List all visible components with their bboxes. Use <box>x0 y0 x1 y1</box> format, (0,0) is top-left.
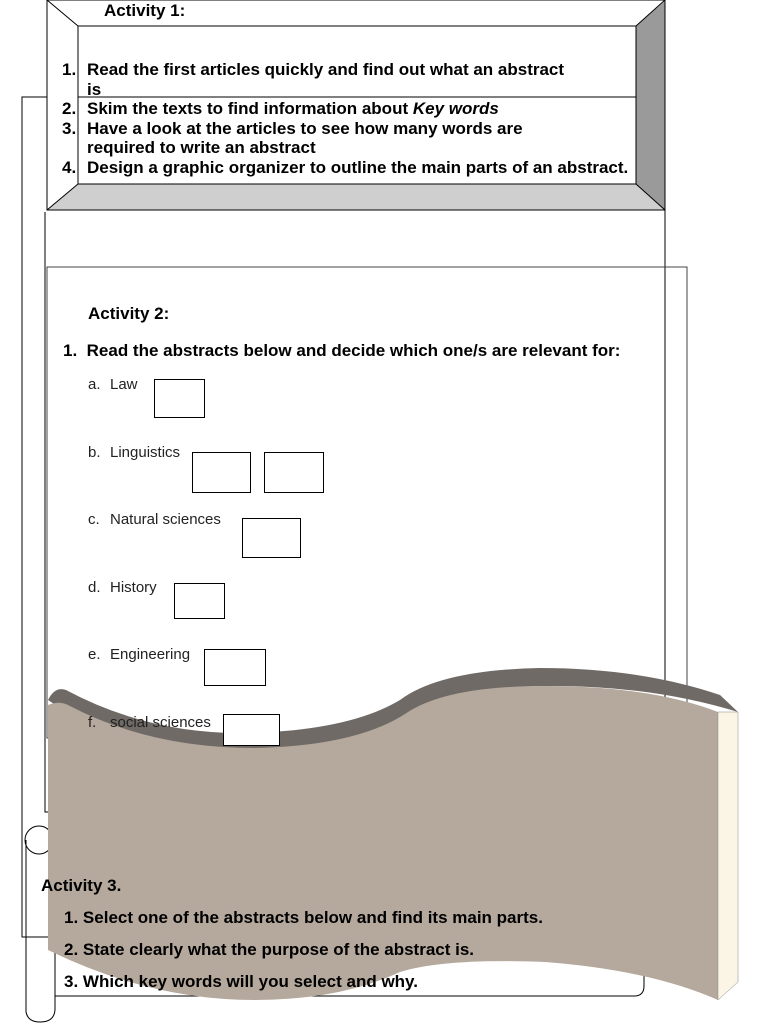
list-item <box>62 99 682 119</box>
item-number: 4. <box>62 157 77 177</box>
item-text: Select one of the abstracts below and find its main parts. <box>82 908 543 927</box>
category-linguistics <box>88 444 180 461</box>
item-text: Design a graphic organizer to outline the main parts of an abstract. <box>87 157 629 177</box>
category-label: social sciences <box>110 714 211 731</box>
answer-box-social-sciences[interactable] <box>223 714 280 746</box>
item-number: 2. <box>64 940 79 959</box>
answer-box-history[interactable] <box>174 583 225 619</box>
item-number: 3. <box>64 972 79 991</box>
category-letter: e. <box>88 646 101 663</box>
category-letter: c. <box>88 511 100 528</box>
answer-box-linguistics-1[interactable] <box>192 452 251 493</box>
activity3-title: Activity 3. <box>41 876 122 895</box>
category-label: Law <box>110 376 138 393</box>
item-number: 2. <box>62 99 77 118</box>
category-natural-sciences <box>88 511 221 528</box>
item-text: required to write an abstract <box>87 138 316 157</box>
activity2-question <box>63 341 620 361</box>
activity2-frame <box>47 267 687 738</box>
category-label: Linguistics <box>110 444 181 461</box>
category-label: Engineering <box>110 646 191 663</box>
category-label: Natural sciences <box>110 511 221 528</box>
item-text: Read the first articles quickly and find out what an abstract <box>87 60 565 79</box>
activity2-title: Activity 2: <box>88 304 170 323</box>
activity3-item <box>64 940 474 960</box>
list-item <box>62 119 682 158</box>
item-number: 1. <box>62 60 77 79</box>
item-text: Which key words will you select and why. <box>82 972 418 991</box>
banner-side <box>718 712 738 1000</box>
item-number: 1. <box>64 908 79 927</box>
item-text: Skim the texts to find information about <box>87 99 413 118</box>
category-letter: f. <box>88 714 97 731</box>
item-text: Have a look at the articles to see how many words are <box>87 118 523 138</box>
category-label: History <box>110 579 157 596</box>
list-item <box>62 158 682 178</box>
answer-box-law[interactable] <box>154 379 205 418</box>
answer-box-linguistics-2[interactable] <box>264 452 324 493</box>
category-letter: a. <box>88 376 101 393</box>
item-text: State clearly what the purpose of the abstract is. <box>82 940 475 959</box>
item-number: 3. <box>62 118 77 138</box>
category-engineering <box>88 646 190 663</box>
category-letter: b. <box>88 444 101 461</box>
answer-box-natural-sciences[interactable] <box>242 518 301 558</box>
list-item <box>62 60 682 99</box>
activity3-item <box>64 972 418 992</box>
question-text: Read the abstracts below and decide which one/s are relevant for: <box>86 341 621 360</box>
answer-box-engineering[interactable] <box>204 649 266 686</box>
category-law <box>88 376 138 393</box>
activity3-item <box>64 908 543 928</box>
category-social-sciences <box>88 714 211 731</box>
activity1-title: Activity 1: <box>104 1 186 20</box>
category-letter: d. <box>88 579 101 596</box>
question-number: 1. <box>63 341 78 360</box>
category-history <box>88 579 157 596</box>
item-emphasis: Key words <box>412 99 499 118</box>
item-text: is <box>87 79 102 99</box>
activity1-list <box>62 60 682 177</box>
